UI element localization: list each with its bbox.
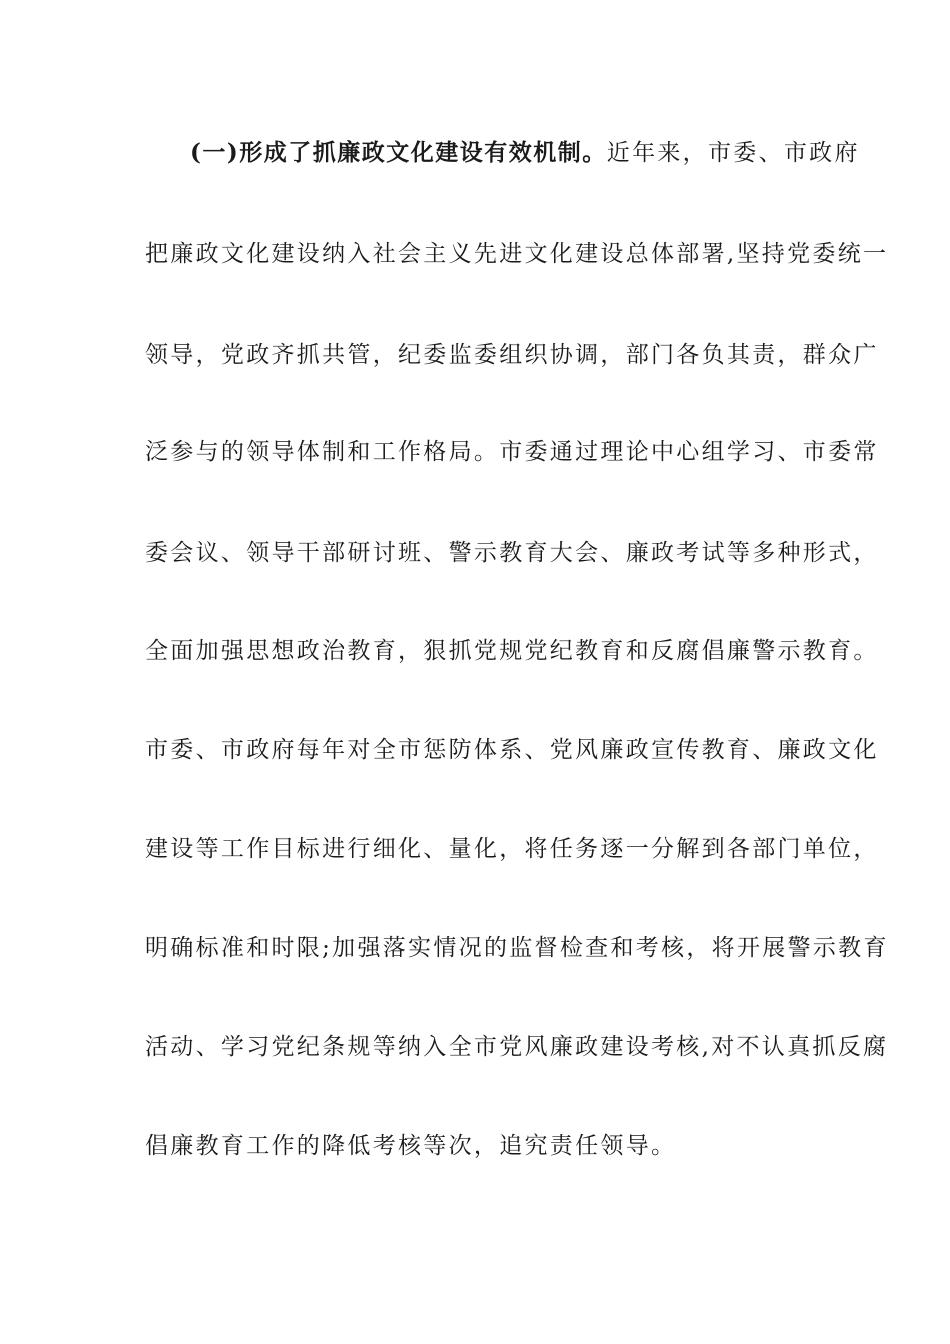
paragraph-line-6: 全面加强思想政治教育，狠抓党规党纪教育和反腐倡廉警示教育。 [145,638,879,664]
paragraph-line-8: 建设等工作目标进行细化、量化，将任务逐一分解到各部门单位， [145,836,879,862]
paragraph-line-3: 领导，党政齐抓共管，纪委监委组织协调，部门各负其责，群众广 [145,342,879,368]
paragraph-text: 近年来，市委、市政府 [606,140,860,166]
paragraph-line-1 [190,138,860,168]
paragraph-line-5: 委会议、领导干部研讨班、警示教育大会、廉政考试等多种形式， [145,540,879,566]
paragraph-line-7: 市委、市政府每年对全市惩防体系、党风廉政宣传教育、廉政文化 [145,737,879,763]
paragraph-line-4: 泛参与的领导体制和工作格局。市委通过理论中心组学习、市委常 [145,439,879,465]
paragraph-line-9: 明确标准和时限;加强落实情况的监督检查和考核，将开展警示教育 [145,935,889,961]
paragraph-line-10: 活动、学习党纪条规等纳入全市党风廉政建设考核,对不认真抓反腐 [145,1034,889,1060]
paragraph-line-2: 把廉政文化建设纳入社会主义先进文化建设总体部署,坚持党委统一 [145,241,889,267]
section-heading: (一)形成了抓廉政文化建设有效机制。 [190,139,607,166]
paragraph-line-11: 倡廉教育工作的降低考核等次，追究责任领导。 [145,1133,677,1159]
